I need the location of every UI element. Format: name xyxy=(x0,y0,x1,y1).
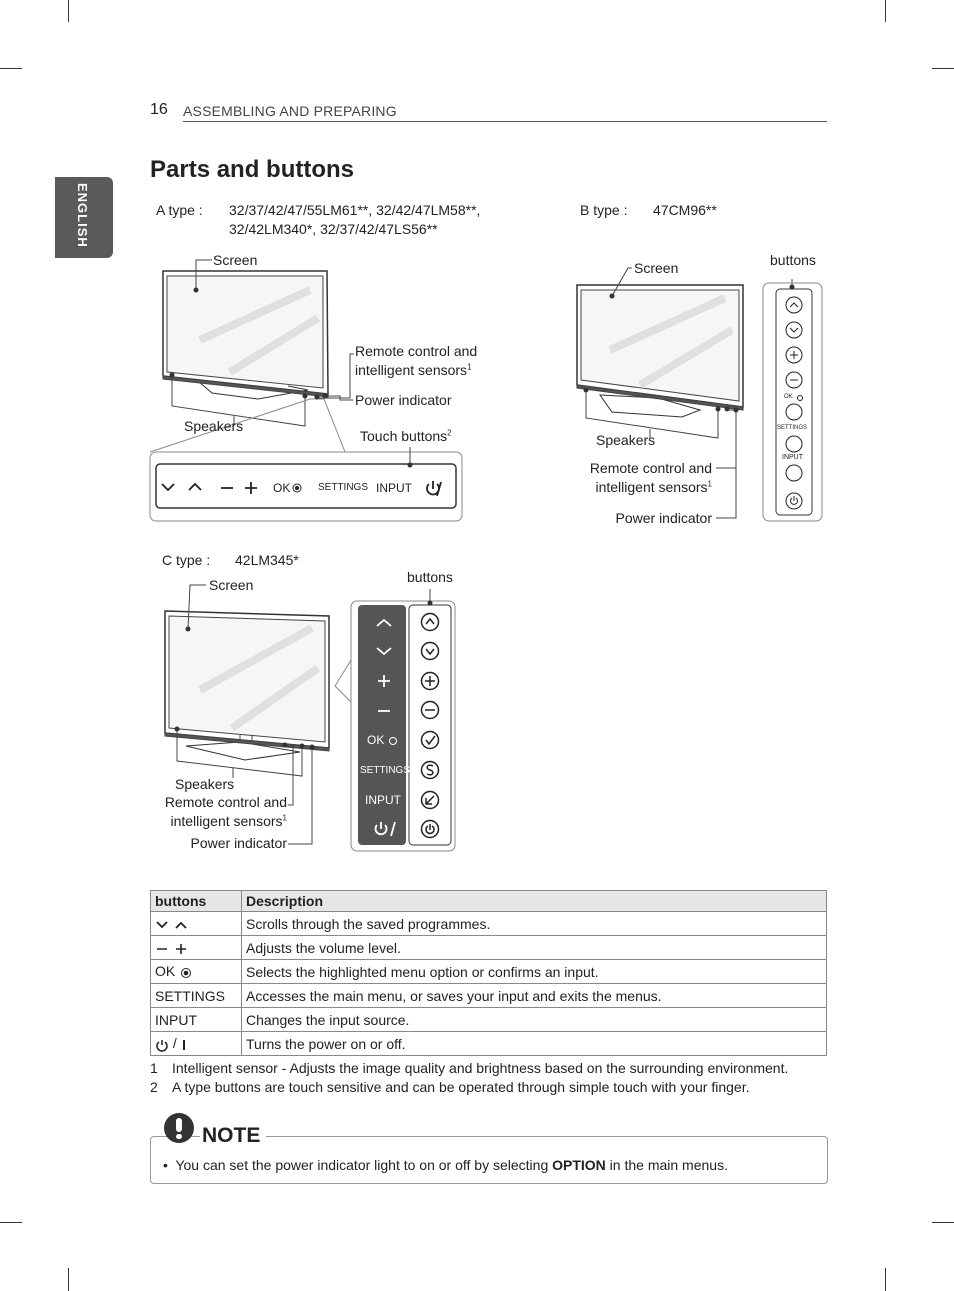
type-c-label: C type : xyxy=(162,552,211,568)
type-c-settings-button: SETTINGS xyxy=(360,765,411,776)
button-cell: INPUT xyxy=(151,1008,242,1032)
type-a-tv-illustration xyxy=(163,271,328,399)
footnote-number: 1 xyxy=(150,1060,158,1076)
description-cell: Adjusts the volume level. xyxy=(242,936,827,960)
type-c-ok-button: OK xyxy=(367,733,385,747)
table-header-row xyxy=(151,891,827,912)
exclamation-icon xyxy=(164,1113,194,1143)
type-c-remote-label-line1: Remote control and xyxy=(164,794,287,810)
description-cell: Scrolls through the saved programmes. xyxy=(242,912,827,936)
type-c-models: 42LM345* xyxy=(235,552,299,568)
channel-up-down-icon xyxy=(155,918,191,932)
table-row xyxy=(151,1008,827,1032)
page-number: 16 xyxy=(150,101,168,118)
footnote-text: A type buttons are touch sensitive and can be operated through simple touch with your finger. xyxy=(172,1079,750,1095)
buttons-table xyxy=(150,890,827,1056)
power-icon xyxy=(155,1038,169,1052)
section-title: ASSEMBLING AND PREPARING xyxy=(183,103,397,119)
type-a-ok-button: OK xyxy=(273,481,291,495)
page-title: Parts and buttons xyxy=(150,156,355,183)
button-separator: / xyxy=(172,1035,177,1052)
description-cell: Accesses the main menu, or saves your input and exits the menus. xyxy=(242,984,827,1008)
table-header-buttons: buttons xyxy=(151,891,242,912)
language-tab-label: ENGLISH xyxy=(75,183,90,248)
description-cell: Selects the highlighted menu option or confirms an input. xyxy=(242,960,827,984)
type-a-models-line2: 32/42LM340*, 32/37/42/47LS56** xyxy=(229,221,438,237)
type-c-buttons-label: buttons xyxy=(407,569,453,585)
type-b-remote-label-line1: Remote control and xyxy=(589,460,712,476)
type-a-settings-button: SETTINGS xyxy=(318,482,369,493)
footnote-number: 2 xyxy=(150,1079,158,1095)
table-row xyxy=(151,912,827,936)
type-a-touch-label: Touch buttons$^2$ xyxy=(360,428,452,444)
type-c-power-label: Power indicator xyxy=(190,835,287,851)
type-c-screen-label: Screen xyxy=(209,577,254,593)
button-name: OK xyxy=(155,963,176,980)
type-a-screen-label: Screen xyxy=(213,252,258,268)
type-b-ok-button: OK xyxy=(784,394,793,400)
type-a-remote-label-line2: intelligent sensors$^1$ xyxy=(355,362,472,378)
volume-minus-plus-icon xyxy=(155,942,191,956)
ok-circle-icon xyxy=(179,966,193,980)
table-row xyxy=(151,960,827,984)
table-row xyxy=(151,984,827,1008)
note-title: NOTE xyxy=(200,1124,266,1148)
type-c-input-button: INPUT xyxy=(365,793,401,807)
type-b-tv-illustration xyxy=(577,285,743,417)
type-b-remote-label-line2: intelligent sensors$^1$ xyxy=(595,479,712,495)
type-b-input-button: INPUT xyxy=(782,454,803,461)
type-b-label: B type : xyxy=(580,202,628,218)
type-c-tv-illustration xyxy=(165,611,329,760)
type-b-settings-button: SETTINGS xyxy=(777,425,808,431)
type-b-screen-label: Screen xyxy=(634,260,679,276)
description-cell: Turns the power on or off. xyxy=(242,1032,827,1056)
type-c-speakers-label: Speakers xyxy=(175,776,235,792)
table-header-description: Description xyxy=(242,891,827,912)
type-a-power-label: Power indicator xyxy=(355,392,452,408)
type-b-models: 47CM96** xyxy=(653,202,717,218)
table-row xyxy=(151,936,827,960)
note-text: • You can set the power indicator light to on or off by selecting OPTION in the main menus. xyxy=(163,1157,728,1173)
type-b-buttons-label: buttons xyxy=(770,252,816,268)
button-cell xyxy=(151,1032,242,1056)
type-a-input-button: INPUT xyxy=(376,481,412,495)
button-cell xyxy=(151,936,242,960)
type-b-speakers-label: Speakers xyxy=(596,432,656,448)
description-cell: Changes the input source. xyxy=(242,1008,827,1032)
power-bar-icon xyxy=(181,1038,187,1052)
type-b-power-label: Power indicator xyxy=(615,510,712,526)
type-a-remote-label-line1: Remote control and xyxy=(355,343,478,359)
table-row xyxy=(151,1032,827,1056)
button-cell xyxy=(151,912,242,936)
type-c-remote-label-line2: intelligent sensors$^1$ xyxy=(170,813,287,829)
type-a-models-line1: 32/37/42/47/55LM61**, 32/42/47LM58**, xyxy=(229,202,481,218)
type-a-label: A type : xyxy=(156,202,203,218)
footnote-text: Intelligent sensor - Adjusts the image quality and brightness based on the surrounding environment. xyxy=(172,1060,789,1076)
type-a-speakers-label: Speakers xyxy=(184,418,244,434)
button-cell xyxy=(151,960,242,984)
button-cell: SETTINGS xyxy=(151,984,242,1008)
